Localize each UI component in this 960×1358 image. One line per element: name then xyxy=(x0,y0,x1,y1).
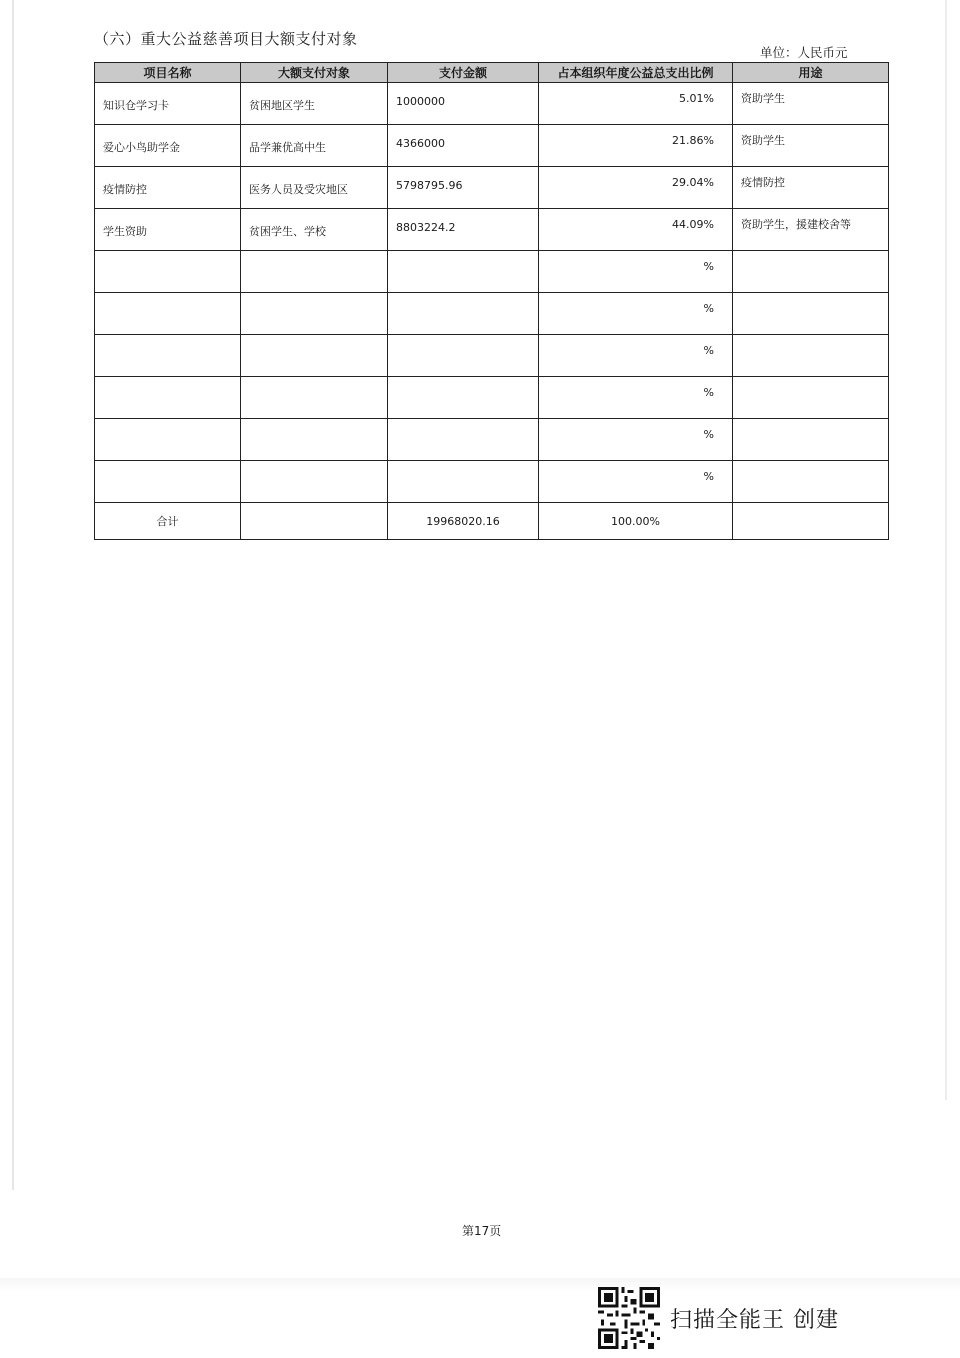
usage-cell: 疫情防控 xyxy=(733,167,889,209)
project-cell: 知识仓学习卡 xyxy=(95,83,241,125)
recipient-cell: 品学兼优高中生 xyxy=(241,125,388,167)
table-row xyxy=(95,419,889,461)
table-row xyxy=(95,83,889,125)
amount-cell xyxy=(388,293,539,335)
recipient-cell: 贫困学生、学校 xyxy=(241,209,388,251)
project-cell xyxy=(95,377,241,419)
ratio-cell: % xyxy=(539,461,733,503)
total-amount: 19968020.16 xyxy=(388,503,539,540)
ratio-cell: % xyxy=(539,419,733,461)
ratio-cell: % xyxy=(539,293,733,335)
project-cell xyxy=(95,461,241,503)
total-label: 合计 xyxy=(95,503,241,540)
usage-cell xyxy=(733,293,889,335)
project-cell xyxy=(95,335,241,377)
table-row xyxy=(95,209,889,251)
amount-cell: 5798795.96 xyxy=(388,167,539,209)
header-project: 项目名称 xyxy=(95,63,241,83)
unit-label: 单位：人民币元 xyxy=(760,45,848,60)
ratio-cell: 5.01% xyxy=(539,83,733,125)
header-ratio: 占本组织年度公益总支出比例 xyxy=(539,63,733,83)
amount-cell xyxy=(388,251,539,293)
page-edge-left xyxy=(12,0,14,1190)
project-cell: 疫情防控 xyxy=(95,167,241,209)
project-cell: 爱心小鸟助学金 xyxy=(95,125,241,167)
scanner-brand: 扫描全能王 创建 xyxy=(670,1308,839,1333)
payment-table xyxy=(94,62,889,540)
recipient-cell: 贫困地区学生 xyxy=(241,83,388,125)
ratio-cell: % xyxy=(539,377,733,419)
amount-cell: 4366000 xyxy=(388,125,539,167)
section-title: （六）重大公益慈善项目大额支付对象 xyxy=(94,30,358,48)
amount-cell xyxy=(388,335,539,377)
ratio-cell: % xyxy=(539,335,733,377)
ratio-cell: 44.09% xyxy=(539,209,733,251)
project-cell xyxy=(95,419,241,461)
usage-cell xyxy=(733,419,889,461)
amount-cell: 1000000 xyxy=(388,83,539,125)
recipient-cell xyxy=(241,293,388,335)
usage-cell xyxy=(733,377,889,419)
recipient-cell: 医务人员及受灾地区 xyxy=(241,167,388,209)
table-row xyxy=(95,461,889,503)
amount-cell xyxy=(388,377,539,419)
recipient-cell xyxy=(241,335,388,377)
recipient-cell xyxy=(241,461,388,503)
ratio-cell: 29.04% xyxy=(539,167,733,209)
table-row xyxy=(95,167,889,209)
total-usage-cell xyxy=(733,503,889,540)
usage-cell xyxy=(733,335,889,377)
table-row xyxy=(95,251,889,293)
header-usage: 用途 xyxy=(733,63,889,83)
table-row xyxy=(95,125,889,167)
usage-cell: 资助学生，援建校舍等 xyxy=(733,209,889,251)
header-amount: 支付金额 xyxy=(388,63,539,83)
table-row xyxy=(95,293,889,335)
total-row xyxy=(95,503,889,540)
amount-cell xyxy=(388,419,539,461)
recipient-cell xyxy=(241,419,388,461)
page-number: 第17页 xyxy=(462,1224,502,1238)
project-cell: 学生资助 xyxy=(95,209,241,251)
total-recipient-cell xyxy=(241,503,388,540)
ratio-cell: 21.86% xyxy=(539,125,733,167)
header-recipient: 大额支付对象 xyxy=(241,63,388,83)
table-header-row xyxy=(95,63,889,83)
recipient-cell xyxy=(241,251,388,293)
ratio-cell: % xyxy=(539,251,733,293)
amount-cell xyxy=(388,461,539,503)
total-ratio: 100.00% xyxy=(539,503,733,540)
usage-cell: 资助学生 xyxy=(733,83,889,125)
page-bottom-edge xyxy=(0,1278,960,1292)
usage-cell xyxy=(733,461,889,503)
project-cell xyxy=(95,251,241,293)
table-row xyxy=(95,335,889,377)
recipient-cell xyxy=(241,377,388,419)
qr-code-icon xyxy=(598,1287,660,1349)
page-edge-right xyxy=(945,0,947,1100)
usage-cell: 资助学生 xyxy=(733,125,889,167)
project-cell xyxy=(95,293,241,335)
usage-cell xyxy=(733,251,889,293)
amount-cell: 8803224.2 xyxy=(388,209,539,251)
table-row xyxy=(95,377,889,419)
